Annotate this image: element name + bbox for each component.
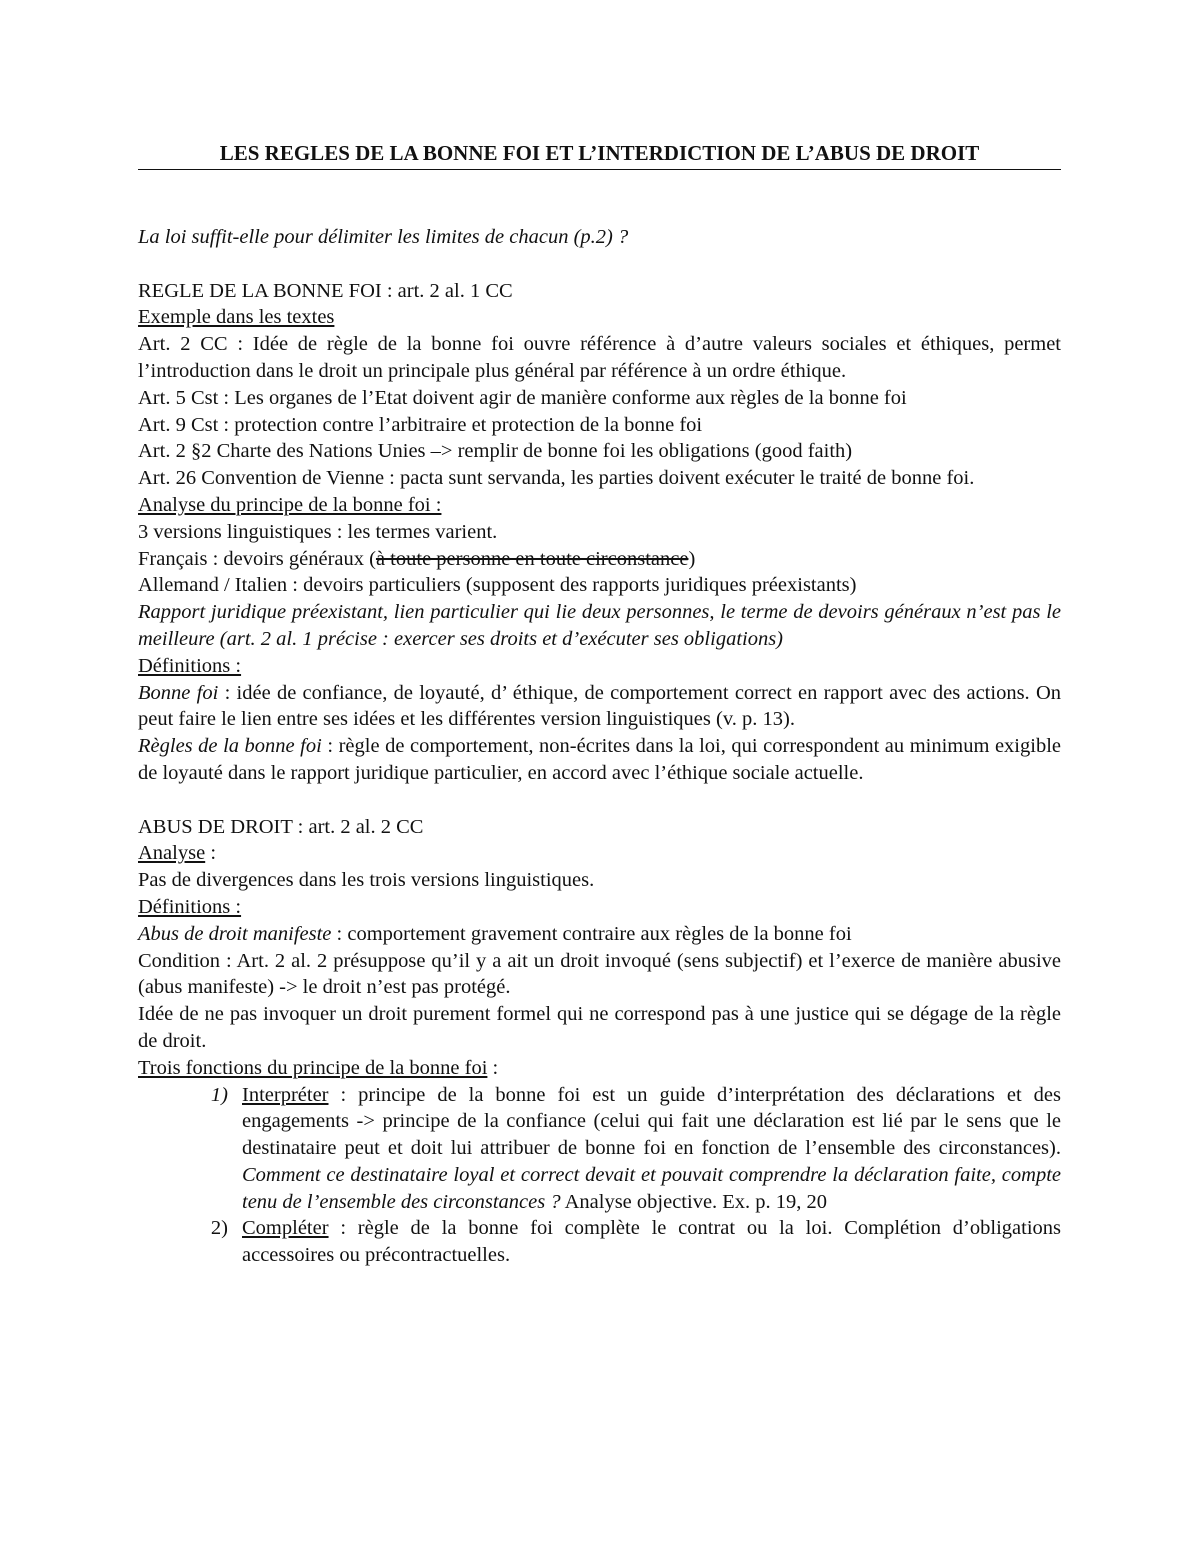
document-page [138,138,1061,1269]
subheading-definitions-2: Définitions : [138,895,242,918]
list-item-text: Interpréter : principe de la bonne foi est un guide d’interprétation des déclarations et des engagements -> principe de la confiance (celui qui fait une déclaration est lié par le sens que le destinataire peut et doit lui attribuer de bonne foi en fonction de l’ensemble des circonstances). Comment ce destinataire loyal et correct devait et pouvait comprendre la déclaration faite, compte tenu de l’ensemble des circonstances ? Analyse objective. Ex. p. 19, 20 [242,1083,1061,1213]
functions-list [138,1082,1061,1270]
para-divergences: Pas de divergences dans les trois versions linguistiques. [138,869,595,892]
para-art9: Art. 9 Cst : protection contre l’arbitraire et protection de la bonne foi [138,413,703,436]
list-item-text: Compléter : règle de la bonne foi complète le contrat ou la loi. Complétion d’obligations accessoires ou précontractuelles. [242,1217,1061,1267]
subheading-analyse-principe: Analyse du principe de la bonne foi : [138,493,442,516]
subheading-exemple: Exemple dans les textes [138,306,335,329]
document-title: LES REGLES DE LA BONNE FOI ET L’INTERDICTION DE L’ABUS DE DROIT [138,138,1061,170]
para-allemand: Allemand / Italien : devoirs particuliers (supposent des rapports juridiques préexistants) [138,574,857,597]
struck-text: à toute personne en toute circonstance [375,547,689,570]
para-bonne-foi-def: Bonne foi : idée de confiance, de loyauté, d’ éthique, de comportement correct en rapport avec des actions. On peut faire le lien entre ses idées et les différentes version linguistiques (v. p. 13). [138,681,1061,731]
para-condition: Condition : Art. 2 al. 2 présuppose qu’il y a ait un droit invoqué (sens subjectif) et l’exerce de manière abusive (abus manifeste) -> le droit n’est pas protégé. [138,949,1061,999]
subheading-definitions-1: Définitions : [138,654,242,677]
document-body [138,224,1061,1269]
para-art26: Art. 26 Convention de Vienne : pacta sunt servanda, les parties doivent exécuter le traité de bonne foi. [138,467,975,490]
subheading-trois-fonctions: Trois fonctions du principe de la bonne foi : [138,1056,499,1079]
para-rapport: Rapport juridique préexistant, lien particulier qui lie deux personnes, le terme de devoirs généraux n’est pas le meilleure (art. 2 al. 1 précise : exercer ses droits et d’exécuter ses obligations) [138,601,1061,650]
para-idee: Idée de ne pas invoquer un droit purement formel qui ne correspond pas à une justice qui se dégage de la règle de droit. [138,1003,1061,1052]
list-number: 1) [210,1083,228,1106]
para-francais: Français : devoirs généraux (à toute personne en toute circonstance) [138,547,696,570]
para-art5: Art. 5 Cst : Les organes de l’Etat doivent agir de manière conforme aux règles de la bonne foi [138,386,907,409]
section-heading-abus: ABUS DE DROIT : art. 2 al. 2 CC [138,815,424,838]
para-art2-charte: Art. 2 §2 Charte des Nations Unies –> remplir de bonne foi les obligations (good faith) [138,440,853,463]
para-versions: 3 versions linguistiques : les termes varient. [138,520,498,543]
section-heading-bonne-foi: REGLE DE LA BONNE FOI : art. 2 al. 1 CC [138,279,513,302]
list-item [138,1082,1061,1216]
subheading-analyse: Analyse : [138,842,217,865]
guiding-question: La loi suffit-elle pour délimiter les limites de chacun (p.2) ? [138,226,629,248]
list-number: 2) [210,1217,228,1240]
list-item [138,1215,1061,1269]
para-abus-def: Abus de droit manifeste : comportement gravement contraire aux règles de la bonne foi [138,922,852,945]
para-regles-def: Règles de la bonne foi : règle de comportement, non-écrites dans la loi, qui correspondent au minimum exigible de loyauté dans le rapport juridique particulier, en accord avec l’éthique sociale actuelle. [138,735,1061,784]
para-art2cc: Art. 2 CC : Idée de règle de la bonne foi ouvre référence à d’autre valeurs sociales et éthiques, permet l’introduction dans le droit un principale plus général par référence à un ordre éthique. [138,333,1061,382]
